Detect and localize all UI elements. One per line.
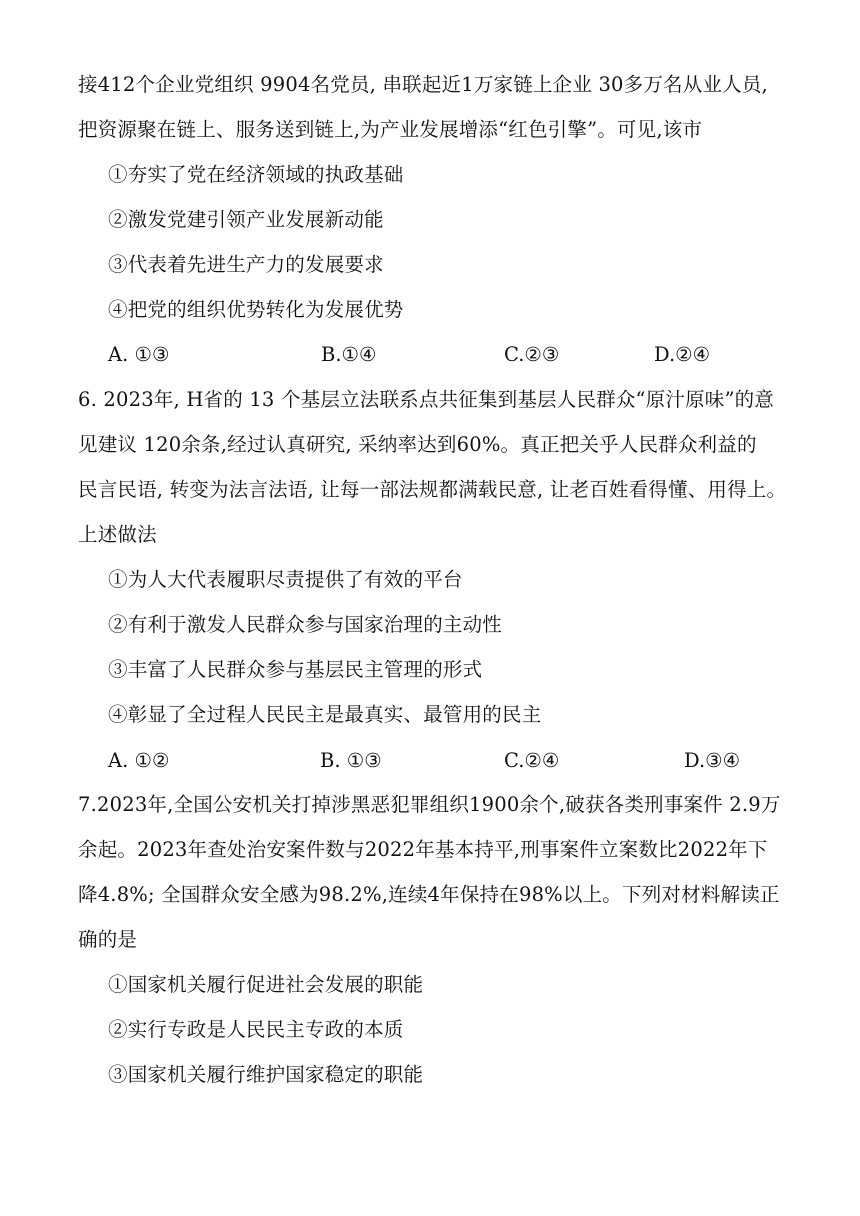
q7-item-1: ①国家机关履行促进社会发展的职能 (108, 973, 424, 996)
q5-item-1: ①夯实了党在经济领域的执政基础 (108, 163, 404, 186)
q7-stem-line-1: 7.2023年,全国公安机关打掉涉黑恶犯罪组织1900余个,破获各类刑事案件 2.9万 (78, 793, 781, 816)
q6-stem-line-1: 6. 2023年, H省的 13 个基层立法联系点共征集到基层人民群众“原汁原味”的意 (78, 388, 775, 411)
q5-option-d: D.②④ (654, 343, 711, 366)
q6-item-1: ①为人大代表履职尽责提供了有效的平台 (108, 568, 463, 591)
q6-option-c: C.②④ (504, 749, 560, 772)
q6-item-3: ③丰富了人民群众参与基层民主管理的形式 (108, 658, 483, 681)
q6-options (108, 748, 808, 774)
q6-option-d: D.③④ (684, 749, 741, 772)
q7-stem-line-4: 确的是 (78, 928, 138, 951)
q5-stem-line-1: 接412个企业党组织 9904名党员, 串联起近1万家链上企业 30多万名从业人员, (78, 73, 768, 96)
q6-option-a: A. ①② (108, 749, 170, 772)
q7-stem-line-2: 余起。2023年查处治安案件数与2022年基本持平,刑事案件立案数比2022年下 (78, 838, 768, 861)
q6-stem-line-2: 见建议 120余条,经过认真研究, 采纳率达到60%。真正把关乎人民群众利益的 (78, 433, 757, 456)
q7-item-3: ③国家机关履行维护国家稳定的职能 (108, 1063, 424, 1086)
q6-item-4: ④彰显了全过程人民民主是最真实、最管用的民主 (108, 703, 542, 726)
q5-options (108, 342, 808, 368)
q6-stem-line-3: 民言民语, 转变为法言法语, 让每一部法规都满载民意, 让老百姓看得懂、用得上。 (78, 478, 787, 501)
q5-item-4: ④把党的组织优势转化为发展优势 (108, 298, 404, 321)
q7-stem-line-3: 降4.8%; 全国群众安全感为98.2%,连续4年保持在98%以上。下列对材料解读正 (78, 883, 780, 906)
q5-item-2: ②激发党建引领产业发展新动能 (108, 208, 384, 231)
q5-option-b: B.①④ (321, 343, 377, 366)
q7-item-2: ②实行专政是人民民主专政的本质 (108, 1018, 404, 1041)
q6-option-b: B. ①③ (320, 749, 382, 772)
q5-option-c: C.②③ (504, 343, 560, 366)
q5-stem-line-2: 把资源聚在链上、服务送到链上,为产业发展增添“红色引擎”。可见,该市 (78, 118, 703, 141)
q5-option-a: A. ①③ (108, 343, 170, 366)
q6-item-2: ②有利于激发人民群众参与国家治理的主动性 (108, 613, 503, 636)
q5-item-3: ③代表着先进生产力的发展要求 (108, 253, 384, 276)
q6-stem-line-4: 上述做法 (78, 523, 157, 546)
